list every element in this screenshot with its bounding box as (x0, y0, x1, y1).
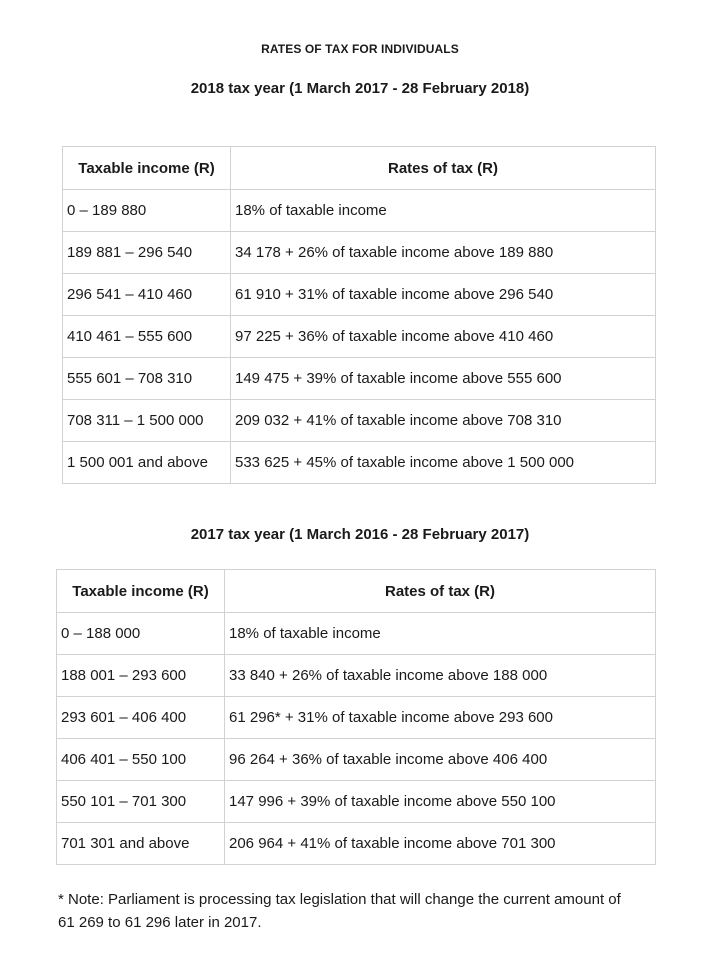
tax-rate-cell: 18% of taxable income (231, 190, 656, 232)
income-bracket-cell: 293 601 – 406 400 (57, 697, 225, 739)
table-row (63, 190, 656, 232)
document-title: RATES OF TAX FOR INDIVIDUALS (261, 42, 459, 56)
income-bracket-cell: 555 601 – 708 310 (63, 358, 231, 400)
table-row (63, 358, 656, 400)
tax-rate-cell: 209 032 + 41% of taxable income above 708 310 (231, 400, 656, 442)
tax-table-2018 (62, 146, 656, 484)
table-row (57, 697, 656, 739)
tax-rate-cell: 206 964 + 41% of taxable income above 701 300 (225, 823, 656, 865)
column-header-taxable-income: Taxable income (R) (63, 147, 231, 190)
income-bracket-cell: 296 541 – 410 460 (63, 274, 231, 316)
tax-rate-cell: 147 996 + 39% of taxable income above 550 100 (225, 781, 656, 823)
tax-rate-cell: 61 910 + 31% of taxable income above 296 540 (231, 274, 656, 316)
income-bracket-cell: 189 881 – 296 540 (63, 232, 231, 274)
footnote (58, 888, 668, 934)
income-bracket-cell: 406 401 – 550 100 (57, 739, 225, 781)
table-row (57, 823, 656, 865)
tax-table-2017 (56, 569, 656, 865)
income-bracket-cell: 550 101 – 701 300 (57, 781, 225, 823)
table-header-row (63, 147, 656, 190)
income-bracket-cell: 0 – 188 000 (57, 613, 225, 655)
tax-rate-cell: 96 264 + 36% of taxable income above 406 400 (225, 739, 656, 781)
tax-rate-cell: 97 225 + 36% of taxable income above 410 460 (231, 316, 656, 358)
tax-rate-cell: 18% of taxable income (225, 613, 656, 655)
income-bracket-cell: 1 500 001 and above (63, 442, 231, 484)
income-bracket-cell: 410 461 – 555 600 (63, 316, 231, 358)
table-row (63, 274, 656, 316)
tax-rate-cell: 61 296* + 31% of taxable income above 293 600 (225, 697, 656, 739)
table-2018-heading: 2018 tax year (1 March 2017 - 28 February 2018) (190, 80, 530, 97)
table-row (63, 316, 656, 358)
income-bracket-cell: 188 001 – 293 600 (57, 655, 225, 697)
table-row (63, 400, 656, 442)
footnote-line: 61 269 to 61 296 later in 2017. (58, 914, 262, 931)
income-bracket-cell: 0 – 189 880 (63, 190, 231, 232)
column-header-rates-of-tax: Rates of tax (R) (225, 570, 656, 613)
footnote-line: * Note: Parliament is processing tax legislation that will change the current amount of (58, 891, 621, 908)
table-row (57, 655, 656, 697)
table-row (57, 781, 656, 823)
table-header-row (57, 570, 656, 613)
tax-rate-cell: 33 840 + 26% of taxable income above 188 000 (225, 655, 656, 697)
table-row (57, 613, 656, 655)
table-2017-heading: 2017 tax year (1 March 2016 - 28 February 2017) (190, 526, 530, 543)
table-row (57, 739, 656, 781)
income-bracket-cell: 701 301 and above (57, 823, 225, 865)
column-header-taxable-income: Taxable income (R) (57, 570, 225, 613)
income-bracket-cell: 708 311 – 1 500 000 (63, 400, 231, 442)
table-row (63, 232, 656, 274)
tax-rate-cell: 34 178 + 26% of taxable income above 189 880 (231, 232, 656, 274)
table-row (63, 442, 656, 484)
column-header-rates-of-tax: Rates of tax (R) (231, 147, 656, 190)
tax-rate-cell: 533 625 + 45% of taxable income above 1 500 000 (231, 442, 656, 484)
tax-rate-cell: 149 475 + 39% of taxable income above 555 600 (231, 358, 656, 400)
